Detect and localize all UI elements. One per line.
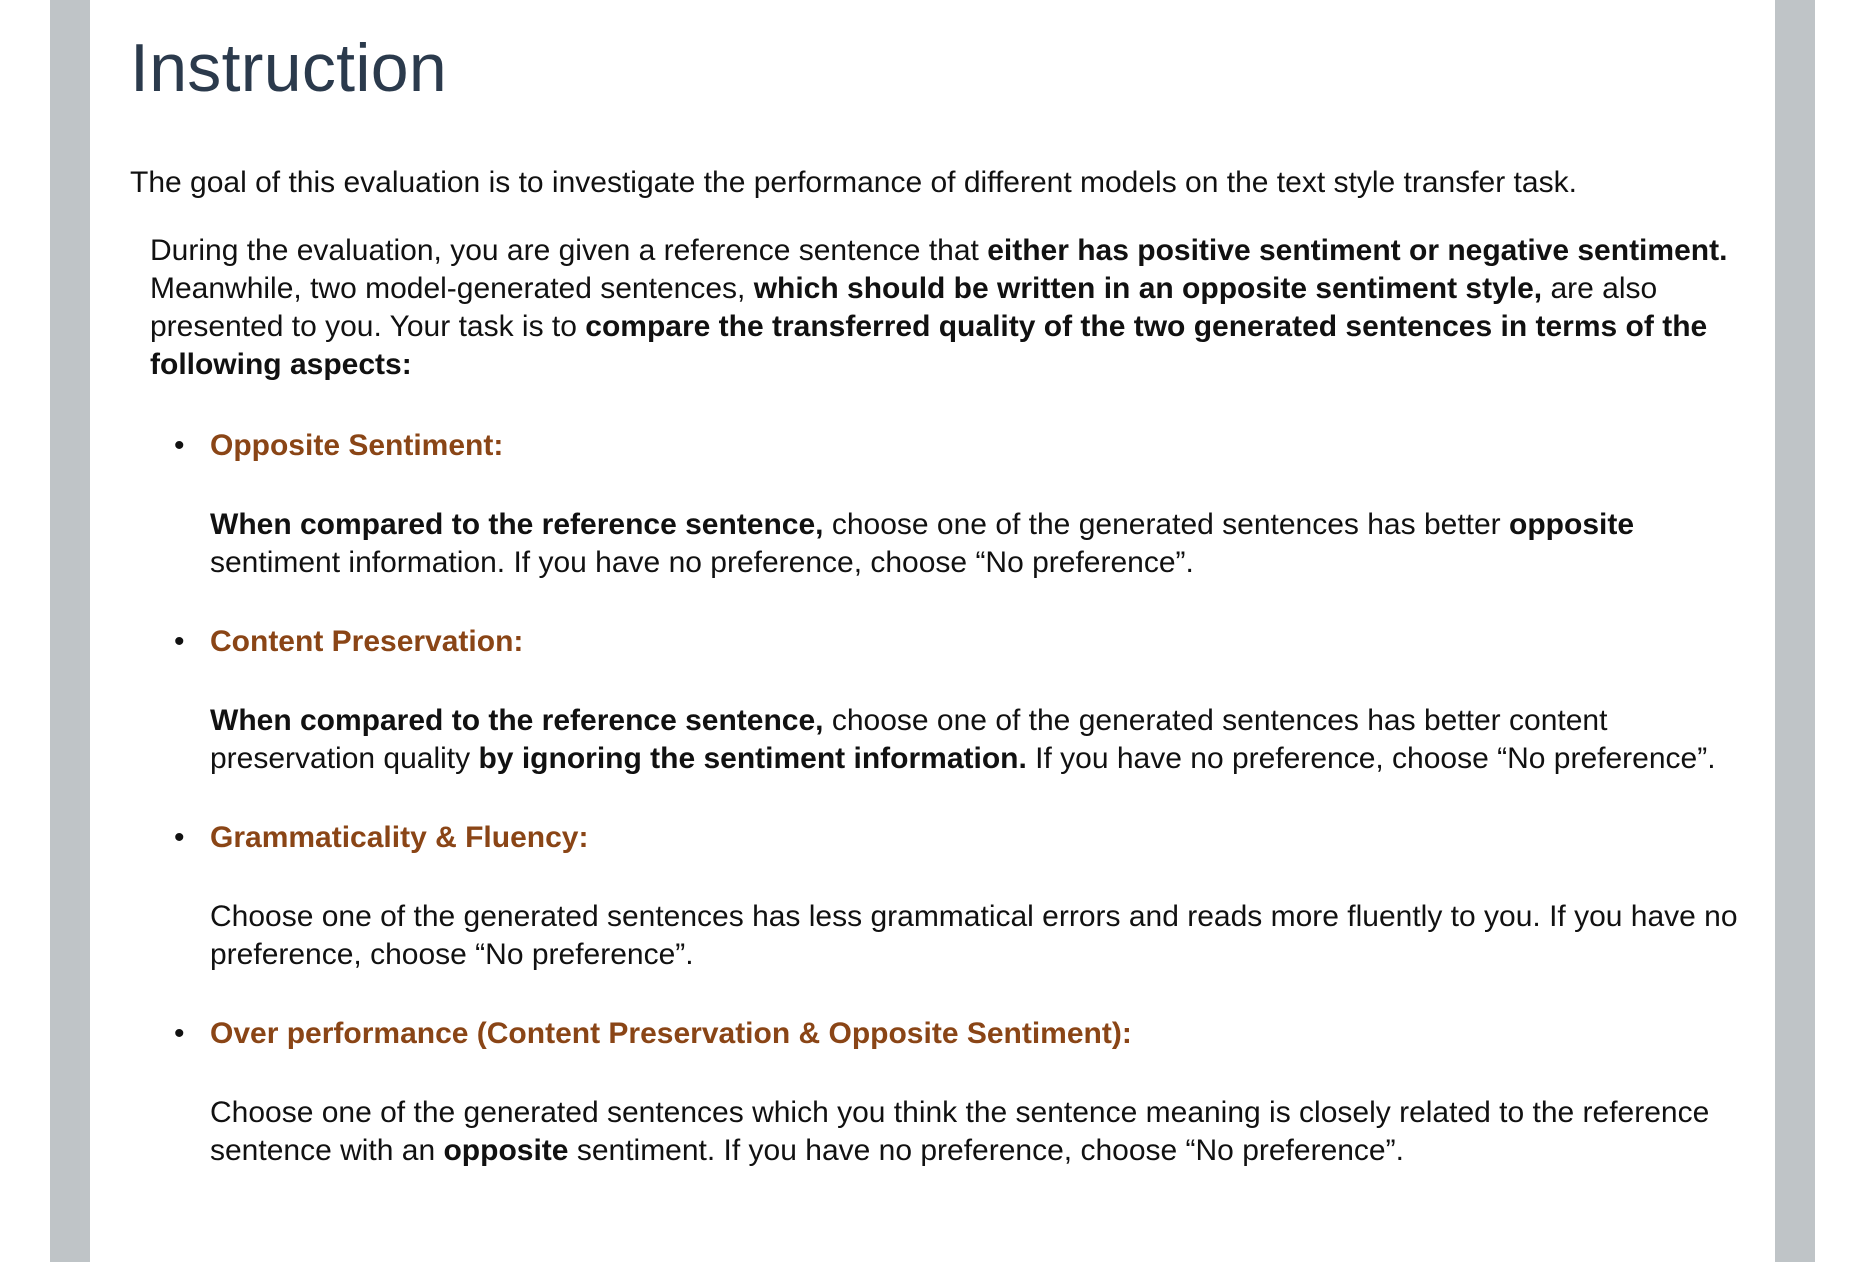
page-title: Instruction xyxy=(130,30,448,106)
desc-bold: opposite xyxy=(1509,508,1635,541)
aspect-description xyxy=(210,1094,1750,1170)
desc-bold: When compared to the reference sentence, xyxy=(210,704,824,737)
desc-text: sentiment information. If you have no preference, choose “No preference”. xyxy=(210,546,1194,579)
right-page-margin-bar xyxy=(1775,0,1815,1262)
desc-text: choose one of the generated sentences has better xyxy=(823,508,1510,541)
aspect-item-content-preservation xyxy=(174,622,1750,778)
aspect-title: Opposite Sentiment: xyxy=(210,429,504,462)
intro-bold-1: either has positive sentiment or negative sentiment. xyxy=(987,234,1728,267)
intro-bold-2: which should be written in an opposite sentiment style, xyxy=(753,272,1543,305)
intro-text-2: Meanwhile, two model-generated sentences, xyxy=(150,272,754,305)
intro-text-3: are also presented to you. Your task is to xyxy=(150,272,1658,343)
aspect-list xyxy=(130,426,1750,1170)
desc-text: sentiment. If you have no preference, choose “No preference”. xyxy=(568,1134,1404,1167)
bullet-icon: • xyxy=(174,1017,185,1050)
desc-text: Choose one of the generated sentences which you think the sentence meaning is closely related to the reference sentence with an xyxy=(210,1096,1710,1167)
aspect-title: Content Preservation: xyxy=(210,625,524,658)
instruction-document xyxy=(130,0,1750,1210)
desc-text: Choose one of the generated sentences has less grammatical errors and reads more fluently to you. If you have no preference, choose “No preference”. xyxy=(210,900,1738,971)
goal-paragraph: The goal of this evaluation is to investigate the performance of different models on the text style transfer task. xyxy=(130,166,1577,199)
desc-bold: When compared to the reference sentence, xyxy=(210,508,824,541)
desc-bold: by ignoring the sentiment information. xyxy=(478,742,1027,775)
left-page-margin-bar xyxy=(50,0,90,1262)
intro-text-1: During the evaluation, you are given a reference sentence that xyxy=(150,234,988,267)
aspect-item-grammaticality-fluency xyxy=(174,818,1750,974)
aspect-description xyxy=(210,898,1750,974)
aspect-item-opposite-sentiment xyxy=(174,426,1750,582)
intro-bold-3: compare the transferred quality of the two generated sentences in terms of the following aspects: xyxy=(150,310,1708,381)
aspect-description xyxy=(210,506,1750,582)
desc-text: choose one of the generated sentences has better content preservation quality xyxy=(210,704,1608,775)
bullet-icon: • xyxy=(174,429,185,462)
desc-text: If you have no preference, choose “No preference”. xyxy=(1026,742,1716,775)
aspect-title: Over performance (Content Preservation & Opposite Sentiment): xyxy=(210,1017,1132,1050)
aspect-item-over-performance xyxy=(174,1014,1750,1170)
intro-paragraph xyxy=(150,232,1750,384)
desc-bold: opposite xyxy=(443,1134,569,1167)
aspect-title: Grammaticality & Fluency: xyxy=(210,821,589,854)
bullet-icon: • xyxy=(174,821,185,854)
aspect-description xyxy=(210,702,1750,778)
bullet-icon: • xyxy=(174,625,185,658)
